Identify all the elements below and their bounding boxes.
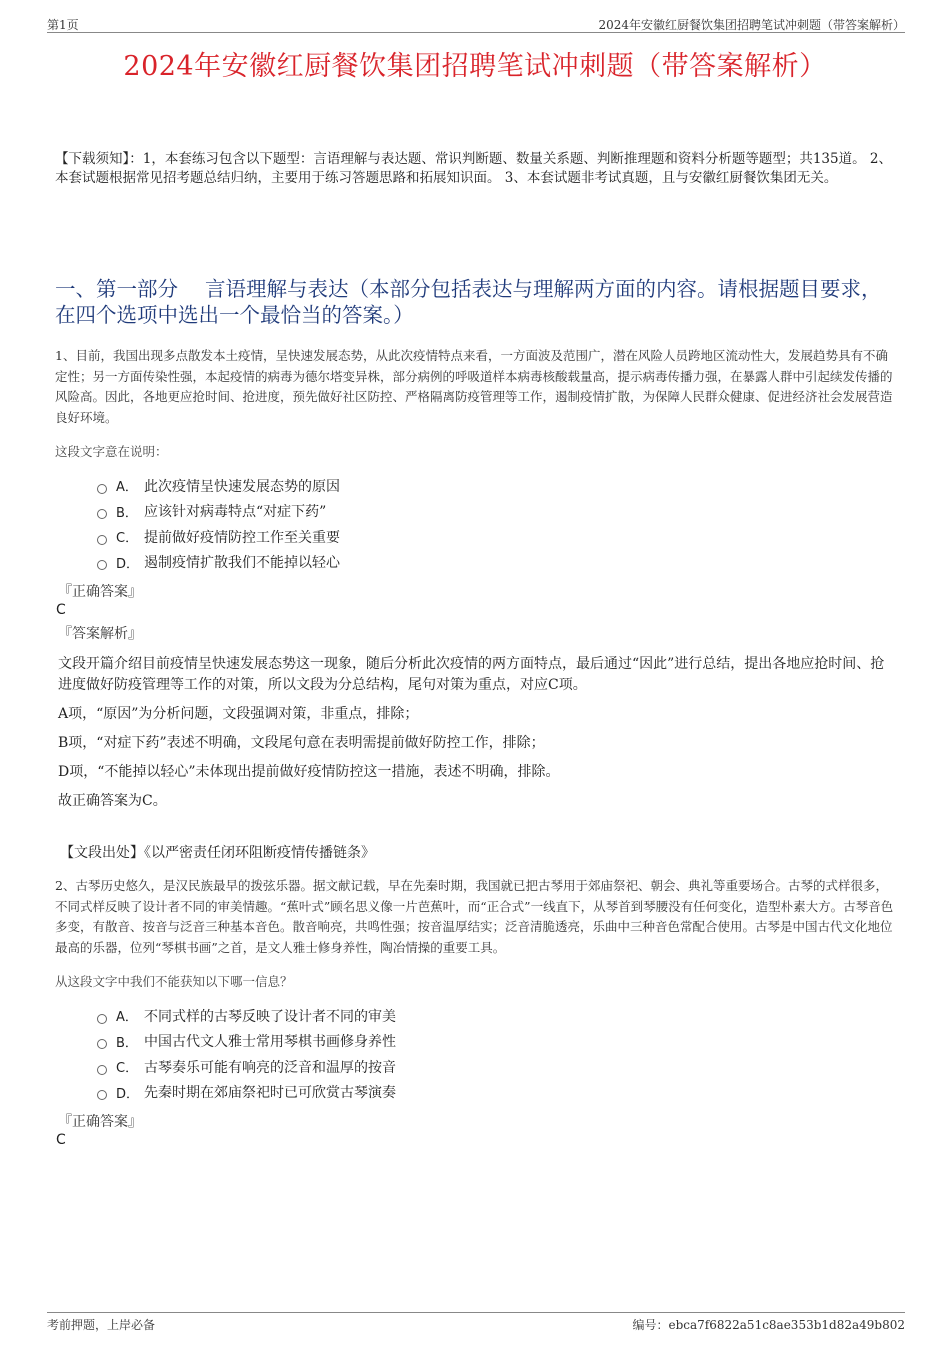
passage-source: 【文段出处】《以严密责任闭环阻断疫情传播链条》 xyxy=(60,845,375,861)
option-text: 提前做好疫情防控工作至关重要 xyxy=(144,529,340,546)
analysis-paragraph: D项，“不能掉以轻心”未体现出提前做好疫情防控这一措施，表述不明确，排除。 xyxy=(58,764,560,780)
option-letter: A． xyxy=(116,1010,138,1026)
document-title: 2024年安徽红厨餐饮集团招聘笔试冲刺题（带答案解析） xyxy=(123,51,827,82)
radio-button-icon[interactable] xyxy=(97,560,107,570)
analysis-label: 『答案解析』 xyxy=(58,626,142,642)
question-2-options xyxy=(97,1003,396,1105)
footer-doc-id: 编号：ebca7f6822a51c8ae353b1d82a49b802 xyxy=(632,1318,905,1332)
option-text: 不同式样的古琴反映了设计者不同的审美 xyxy=(144,1008,396,1025)
correct-answer: C xyxy=(56,602,66,618)
option-text: 此次疫情呈快速发展态势的原因 xyxy=(144,478,340,495)
answer-analysis xyxy=(58,654,890,820)
option-d[interactable] xyxy=(97,1080,396,1106)
option-c[interactable] xyxy=(97,524,340,550)
option-letter: D． xyxy=(116,1086,140,1102)
analysis-paragraph: 故正确答案为C。 xyxy=(58,793,167,809)
option-d[interactable] xyxy=(97,550,340,576)
footer-slogan: 考前押题，上岸必备 xyxy=(47,1318,156,1332)
radio-button-icon[interactable] xyxy=(97,535,107,545)
option-letter: A． xyxy=(116,480,138,496)
radio-button-icon[interactable] xyxy=(97,1039,107,1049)
option-b[interactable] xyxy=(97,1029,396,1055)
option-letter: D． xyxy=(116,556,140,572)
radio-button-icon[interactable] xyxy=(97,484,107,494)
question-1-options xyxy=(97,473,340,575)
section-heading: 一、第一部分 言语理解与表达（本部分包括表达与理解两方面的内容。请根据题目要求，在四个选项中选出一个最恰当的答案。） xyxy=(55,277,882,327)
option-letter: B． xyxy=(116,505,138,521)
page-header xyxy=(47,14,905,33)
option-text: 遏制疫情扩散我们不能掉以轻心 xyxy=(144,555,340,572)
option-c[interactable] xyxy=(97,1054,396,1080)
correct-answer-label: 『正确答案』 xyxy=(58,1114,142,1130)
radio-button-icon[interactable] xyxy=(97,509,107,519)
analysis-paragraph: 文段开篇介绍目前疫情呈快速发展态势这一现象，随后分析此次疫情的两方面特点，最后通过“因此”进行总结，提出各地应抢时间、抢进度做好防疫管理等工作的对策，所以文段为分总结构，尾句对策为重点，对应C项。 xyxy=(58,656,885,693)
page-footer xyxy=(47,1312,905,1333)
question-2-text: 2、古琴历史悠久，是汉民族最早的拨弦乐器。据文献记载，早在先秦时期，我国就已把古琴用于郊庙祭祀、朝会、典礼等重要场合。古琴的式样很多，不同式样反映了设计者不同的审美情趣。“蕉叶式”顾名思义像一片芭蕉叶，而“正合式”一线直下，从琴首到琴腰没有任何变化，造型朴素大方。古琴音色多变，有散音、按音与泛音三种基本音色。散音响亮，共鸣性强；按音温厚结实；泛音清脆透亮，乐曲中三种音色常配合使用。古琴是中国古代文化地位最高的乐器，位列“琴棋书画”之首，是文人雅士修身养性，陶冶情操的重要工具。 xyxy=(55,878,894,955)
option-text: 中国古代文人雅士常用琴棋书画修身养性 xyxy=(144,1034,396,1051)
radio-button-icon[interactable] xyxy=(97,1065,107,1075)
download-notice: 【下载须知】：1，本套练习包含以下题型：言语理解与表达题、常识判断题、数量关系题、判断推理题和资料分析题等题型；共135道。 2、本套试题根据常见招考题总结归纳，主要用于练习答题思路和拓展知识面。 3、本套试题非考试真题，且与安徽红厨餐饮集团无关。 xyxy=(55,151,892,186)
question-1-prompt: 这段文字意在说明： xyxy=(55,444,168,459)
option-a[interactable] xyxy=(97,473,340,499)
page-number: 第1页 xyxy=(47,18,79,32)
option-text: 古琴奏乐可能有响亮的泛音和温厚的按音 xyxy=(144,1059,396,1076)
option-letter: B． xyxy=(116,1035,138,1051)
header-doc-title: 2024年安徽红厨餐饮集团招聘笔试冲刺题（带答案解析） xyxy=(598,18,905,32)
radio-button-icon[interactable] xyxy=(97,1014,107,1024)
option-letter: C． xyxy=(116,1061,139,1077)
option-b[interactable] xyxy=(97,499,340,525)
correct-answer-label: 『正确答案』 xyxy=(58,584,142,600)
option-letter: C． xyxy=(116,531,139,547)
analysis-paragraph: A项，“原因”为分析问题，文段强调对策，非重点，排除； xyxy=(58,706,419,722)
question-1-text: 1、目前，我国出现多点散发本土疫情，呈快速发展态势，从此次疫情特点来看，一方面波及范围广，潜在风险人员跨地区流动性大，发展趋势具有不确定性；另一方面传染性强，本起疫情的病毒为德尔塔变异株，部分病例的呼吸道样本病毒核酸载量高，提示病毒传播力强，在暴露人群中引起续发传播的风险高。因此，各地更应抢时间、抢进度，预先做好社区防控、严格隔离防疫管理等工作，遏制疫情扩散，为保障人民群众健康、促进经济社会发展营造良好环境。 xyxy=(55,348,893,425)
question-2-prompt: 从这段文字中我们不能获知以下哪一信息？ xyxy=(55,974,293,989)
correct-answer: C xyxy=(56,1132,66,1148)
option-text: 应该针对病毒特点“对症下药” xyxy=(144,504,327,521)
option-text: 先秦时期在郊庙祭祀时已可欣赏古琴演奏 xyxy=(144,1085,396,1102)
radio-button-icon[interactable] xyxy=(97,1090,107,1100)
analysis-paragraph: B项，“对症下药”表述不明确，文段尾句意在表明需提前做好防控工作，排除； xyxy=(58,735,545,751)
option-a[interactable] xyxy=(97,1003,396,1029)
